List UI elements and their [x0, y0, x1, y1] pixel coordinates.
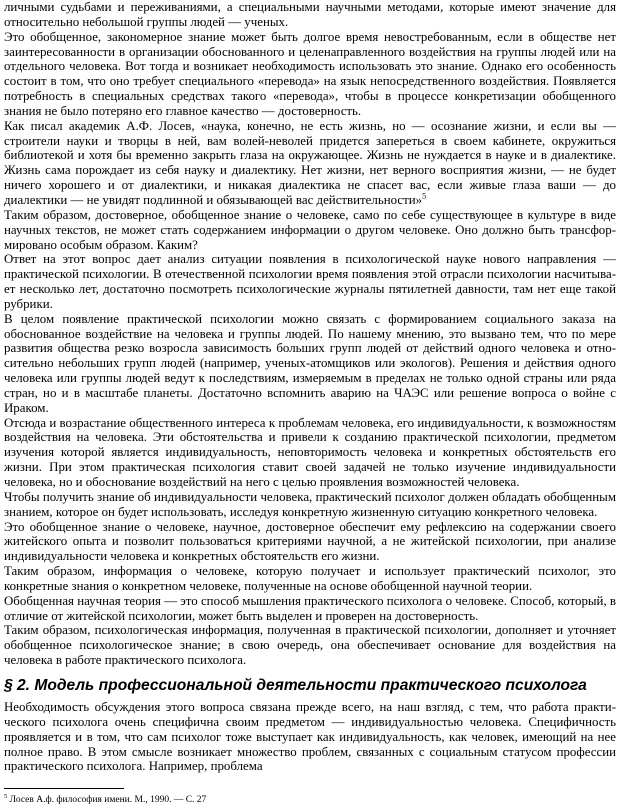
paragraph-text: Отсюда и возрастание общественного интереса к проблемам человека, его индивидуальности, к возможностям воздействия на человека. Эти обстоятельства и привели к созданию практической психологии, предметом изучения которой является индивидуальность, неповторимость человека и конкретных обстоятельств его жизни. При этом практическая психология ставит своей задачей не только изучение индивидуальности человека, но и обоснование воздействий на него с целью проявления возможностей человека.: [4, 415, 616, 489]
paragraph: [4, 520, 616, 565]
paragraph-text: Обобщенная научная теория — это способ мышления практического психолога о человеке. Способ, который, в отличие от житейской психологии, может быть выделен и проверен на достоверность.: [4, 593, 616, 623]
paragraph: [4, 594, 616, 624]
paragraph-text: Чтобы получить знание об индивидуальности человека, практический психолог должен обладать обобщенным знанием, которое он будет использовать, исследуя конкретную жизненную ситуацию конкретного человека.: [4, 489, 616, 519]
paragraph-text: Это обобщенное, закономерное знание может быть долгое время невостребованным, если в обществе нет заинтересованности в организации обоснованного и целенаправленного воздействия на группы людей или на отдельного человека. Вот тогда и возникает необходимость использовать это знание. Однако его особенность состоит в том, что оно требует специального «перевода» на язык непосредственного воздействия. Появляется потребность в специальных средствах такого «перевода», чтобы в процессе конкретизации обобщенного знания не было потеряно его главное качество — достоверность.: [4, 29, 616, 118]
document-page: [4, 0, 616, 774]
paragraph: [4, 312, 616, 416]
paragraph: [4, 30, 616, 119]
paragraph-text: В целом появление практической психологии можно связать с формированием социального заказа на обоснованное воздействие на человека и группы людей. По нашему мнению, это вызвано тем, что по мере развития общества резко возросла зависимость больших групп людей от действий одного человека и отно-сительно небольших групп людей (например, ученых-атомщиков или экологов). Решения и действия одного человека или группы людей ведут к последствиям, измеряемым в пределах не только одной страны или ряда стран, но и в масштабе планеты. Достаточно вспомнить аварию на ЧАЭС или решение вопроса о войне с Ираком.: [4, 311, 616, 415]
footnote: [4, 794, 206, 806]
section-heading: § 2. Модель профессиональной деятельности практического психолога: [4, 676, 587, 694]
footnote-text: Лосев А.ф. философия имени. М., 1990. — С. 27: [7, 795, 207, 805]
paragraph-text: Таким образом, психологическая информация, полученная в практической психологии, дополняет и уточняет обобщенное психологическое знание; в свою очередь, она обеспечивает основание для воздействия на человека в работе практического психолога.: [4, 623, 616, 668]
paragraph: [4, 252, 616, 311]
paragraph: [4, 564, 616, 594]
paragraph-text: личными судьбами и переживаниями, а специальными научными методами, которые имеют значение для относительно небольшой группы людей — ученых.: [4, 0, 616, 29]
paragraph-text: Таким образом, информация о человеке, которую получает и использует практический психолог, это конкретные знания о конкретном человеке, полученные на основе обобщенной научной теории.: [4, 564, 616, 593]
paragraph: [4, 119, 616, 208]
paragraph: [4, 208, 616, 253]
footnote-reference: 5: [422, 191, 427, 201]
paragraph-text: Ответ на этот вопрос дает анализ ситуации появления в психологической науке нового направления — практической психологии. В отечественной психологии время появления этой отрасли психологии насчитыва-ет несколько лет, достаточно посмотреть психологические журналы пятилетней давности, там нет еще такой рубрики.: [4, 252, 616, 311]
paragraph: [4, 0, 616, 30]
footnote-separator: [4, 788, 124, 789]
paragraph-text: Необходимость обсуждения этого вопроса связана прежде всего, на наш взгляд, с тем, что работа практи-ческого психолога очень специфична своим предметом — индивидуальностью человека. Специфичность проявляется и в том, что сам психолог тоже выступает как индивидуальность, как человек, имеющий на нее полное право. В этом смысле возникает множество проблем, связанных с социальным статусом профессии практического психолога. Например, проблема: [4, 699, 616, 774]
footnote-mark: 5: [4, 792, 8, 800]
paragraph-text: Таким образом, достоверное, обобщенное знание о человеке, само по себе существующее в культуре в виде научных текстов, не может стать содержанием информации о другом человеке. Оно должно быть трансфор-мировано особым образом. Каким?: [4, 207, 616, 252]
paragraph: [4, 623, 616, 668]
paragraph: [4, 416, 616, 490]
paragraph-text: Это обобщенное знание о человеке, научное, достоверное обеспечит ему рефлексию на содержании своего житейского опыта и позволит пользоваться критериями научной, а не житейской психологии, при анализе индивидуальности человека и конкретных обстоятельств его жизни.: [4, 519, 616, 564]
paragraph-text: Как писал академик А.Ф. Лосев, «наука, конечно, не есть жизнь, но — осознание жизни, и если вы — строители науки и творцы в ней, вам волей-неволей придется запереться в своем кабинете, окружиться библиотекой и хотя бы временно закрыть глаза на окружающее. Жизнь не нуждается в науке и в диалектике. Жизнь сама порождает из себя науку и диалектику. Нет жизни, нет верного восприятия жизни, — не будет ничего хорошего и от диалектики, и никакая диалектика не спасет вас, если живые глаза ваши — до диалектики — не увидят подлинной и обязывающей вас действительности»: [4, 118, 616, 207]
body-text-after-heading: [4, 700, 616, 774]
paragraph: [4, 490, 616, 520]
paragraph: [4, 700, 616, 774]
body-text-before-heading: [4, 0, 616, 668]
